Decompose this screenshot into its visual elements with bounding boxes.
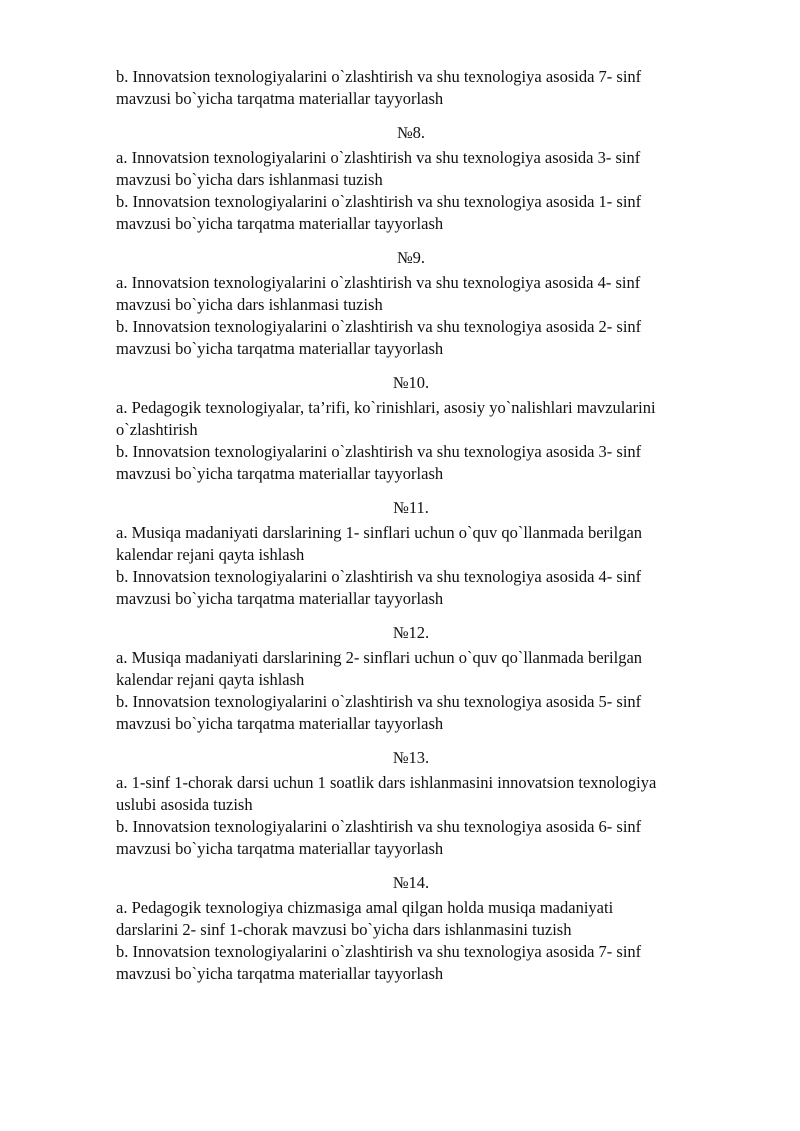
task-item-line2: mavzusi bo`yicha tarqatma materiallar tayyorlash <box>116 339 444 358</box>
section-14 <box>0 872 800 985</box>
section-number: №13. <box>392 748 430 767</box>
task-item-line2: mavzusi bo`yicha tarqatma materiallar tayyorlash <box>116 89 444 108</box>
task-item-line1: b. Innovatsion texnologiyalarini o`zlashtirish va shu texnologiya asosida 6- sinf <box>116 817 642 836</box>
task-item-line1: a. Pedagogik texnologiyalar, ta’rifi, ko`rinishlari, asosiy yo`nalishlari mavzularini <box>116 398 656 417</box>
task-item <box>116 66 763 110</box>
task-item <box>116 191 763 235</box>
task-item-line2: mavzusi bo`yicha tarqatma materiallar tayyorlash <box>116 714 444 733</box>
task-item-line1: a. Innovatsion texnologiyalarini o`zlashtirish va shu texnologiya asosida 4- sinf <box>116 273 641 292</box>
task-item-line1: b. Innovatsion texnologiyalarini o`zlashtirish va shu texnologiya asosida 3- sinf <box>116 442 642 461</box>
task-item <box>116 147 763 191</box>
task-item <box>116 397 763 441</box>
section-number: №11. <box>393 498 429 517</box>
section-number: №14. <box>392 873 430 892</box>
task-item-line1: a. Musiqa madaniyati darslarining 1- sinflari uchun o`quv qo`llanmada berilgan <box>116 523 643 542</box>
task-item-line2: mavzusi bo`yicha tarqatma materiallar tayyorlash <box>116 964 444 983</box>
section-10 <box>0 372 800 485</box>
task-item-line1: b. Innovatsion texnologiyalarini o`zlashtirish va shu texnologiya asosida 7- sinf <box>116 67 642 86</box>
task-item <box>116 441 763 485</box>
task-item <box>116 941 763 985</box>
task-item-line1: b. Innovatsion texnologiyalarini o`zlashtirish va shu texnologiya asosida 1- sinf <box>116 192 642 211</box>
task-item-line1: b. Innovatsion texnologiyalarini o`zlashtirish va shu texnologiya asosida 5- sinf <box>116 692 642 711</box>
task-item-line2: mavzusi bo`yicha tarqatma materiallar tayyorlash <box>116 464 444 483</box>
task-item <box>116 691 763 735</box>
task-item <box>116 897 763 941</box>
section-8 <box>0 122 800 235</box>
task-item-line2: mavzusi bo`yicha dars ishlanmasi tuzish <box>116 170 383 189</box>
section-number: №12. <box>392 623 430 642</box>
section-number: №10. <box>392 373 430 392</box>
task-item-line2: uslubi asosida tuzish <box>116 795 253 814</box>
task-item <box>116 316 763 360</box>
task-item-line2: kalendar rejani qayta ishlash <box>116 545 305 564</box>
task-item <box>116 772 763 816</box>
section-number: №8. <box>396 123 426 142</box>
task-item-line1: b. Innovatsion texnologiyalarini o`zlashtirish va shu texnologiya asosida 2- sinf <box>116 317 642 336</box>
task-item-line2: darslarini 2- sinf 1-chorak mavzusi bo`yicha dars ishlanmasini tuzish <box>116 920 572 939</box>
task-item-line2: mavzusi bo`yicha tarqatma materiallar tayyorlash <box>116 214 444 233</box>
task-item <box>116 566 763 610</box>
section-9 <box>0 247 800 360</box>
section-11 <box>0 497 800 610</box>
task-item-line1: b. Innovatsion texnologiyalarini o`zlashtirish va shu texnologiya asosida 4- sinf <box>116 567 642 586</box>
section-12 <box>0 622 800 735</box>
task-item-line1: a. Pedagogik texnologiya chizmasiga amal qilgan holda musiqa madaniyati <box>116 898 614 917</box>
task-item <box>116 647 763 691</box>
task-item-line2: kalendar rejani qayta ishlash <box>116 670 305 689</box>
task-item <box>116 816 763 860</box>
task-item-line2: mavzusi bo`yicha dars ishlanmasi tuzish <box>116 295 383 314</box>
task-item-line1: a. 1-sinf 1-chorak darsi uchun 1 soatlik dars ishlanmasini innovatsion texnologiya <box>116 773 657 792</box>
task-item-line1: a. Musiqa madaniyati darslarining 2- sinflari uchun o`quv qo`llanmada berilgan <box>116 648 643 667</box>
task-item <box>116 272 763 316</box>
task-item-line2: o`zlashtirish <box>116 420 198 439</box>
section-number: №9. <box>396 248 426 267</box>
task-item-line1: b. Innovatsion texnologiyalarini o`zlashtirish va shu texnologiya asosida 7- sinf <box>116 942 642 961</box>
section-continuation <box>0 66 800 110</box>
document-page <box>0 66 800 985</box>
task-item-line1: a. Innovatsion texnologiyalarini o`zlashtirish va shu texnologiya asosida 3- sinf <box>116 148 641 167</box>
task-item-line2: mavzusi bo`yicha tarqatma materiallar tayyorlash <box>116 589 444 608</box>
task-item-line2: mavzusi bo`yicha tarqatma materiallar tayyorlash <box>116 839 444 858</box>
task-item <box>116 522 763 566</box>
section-13 <box>0 747 800 860</box>
